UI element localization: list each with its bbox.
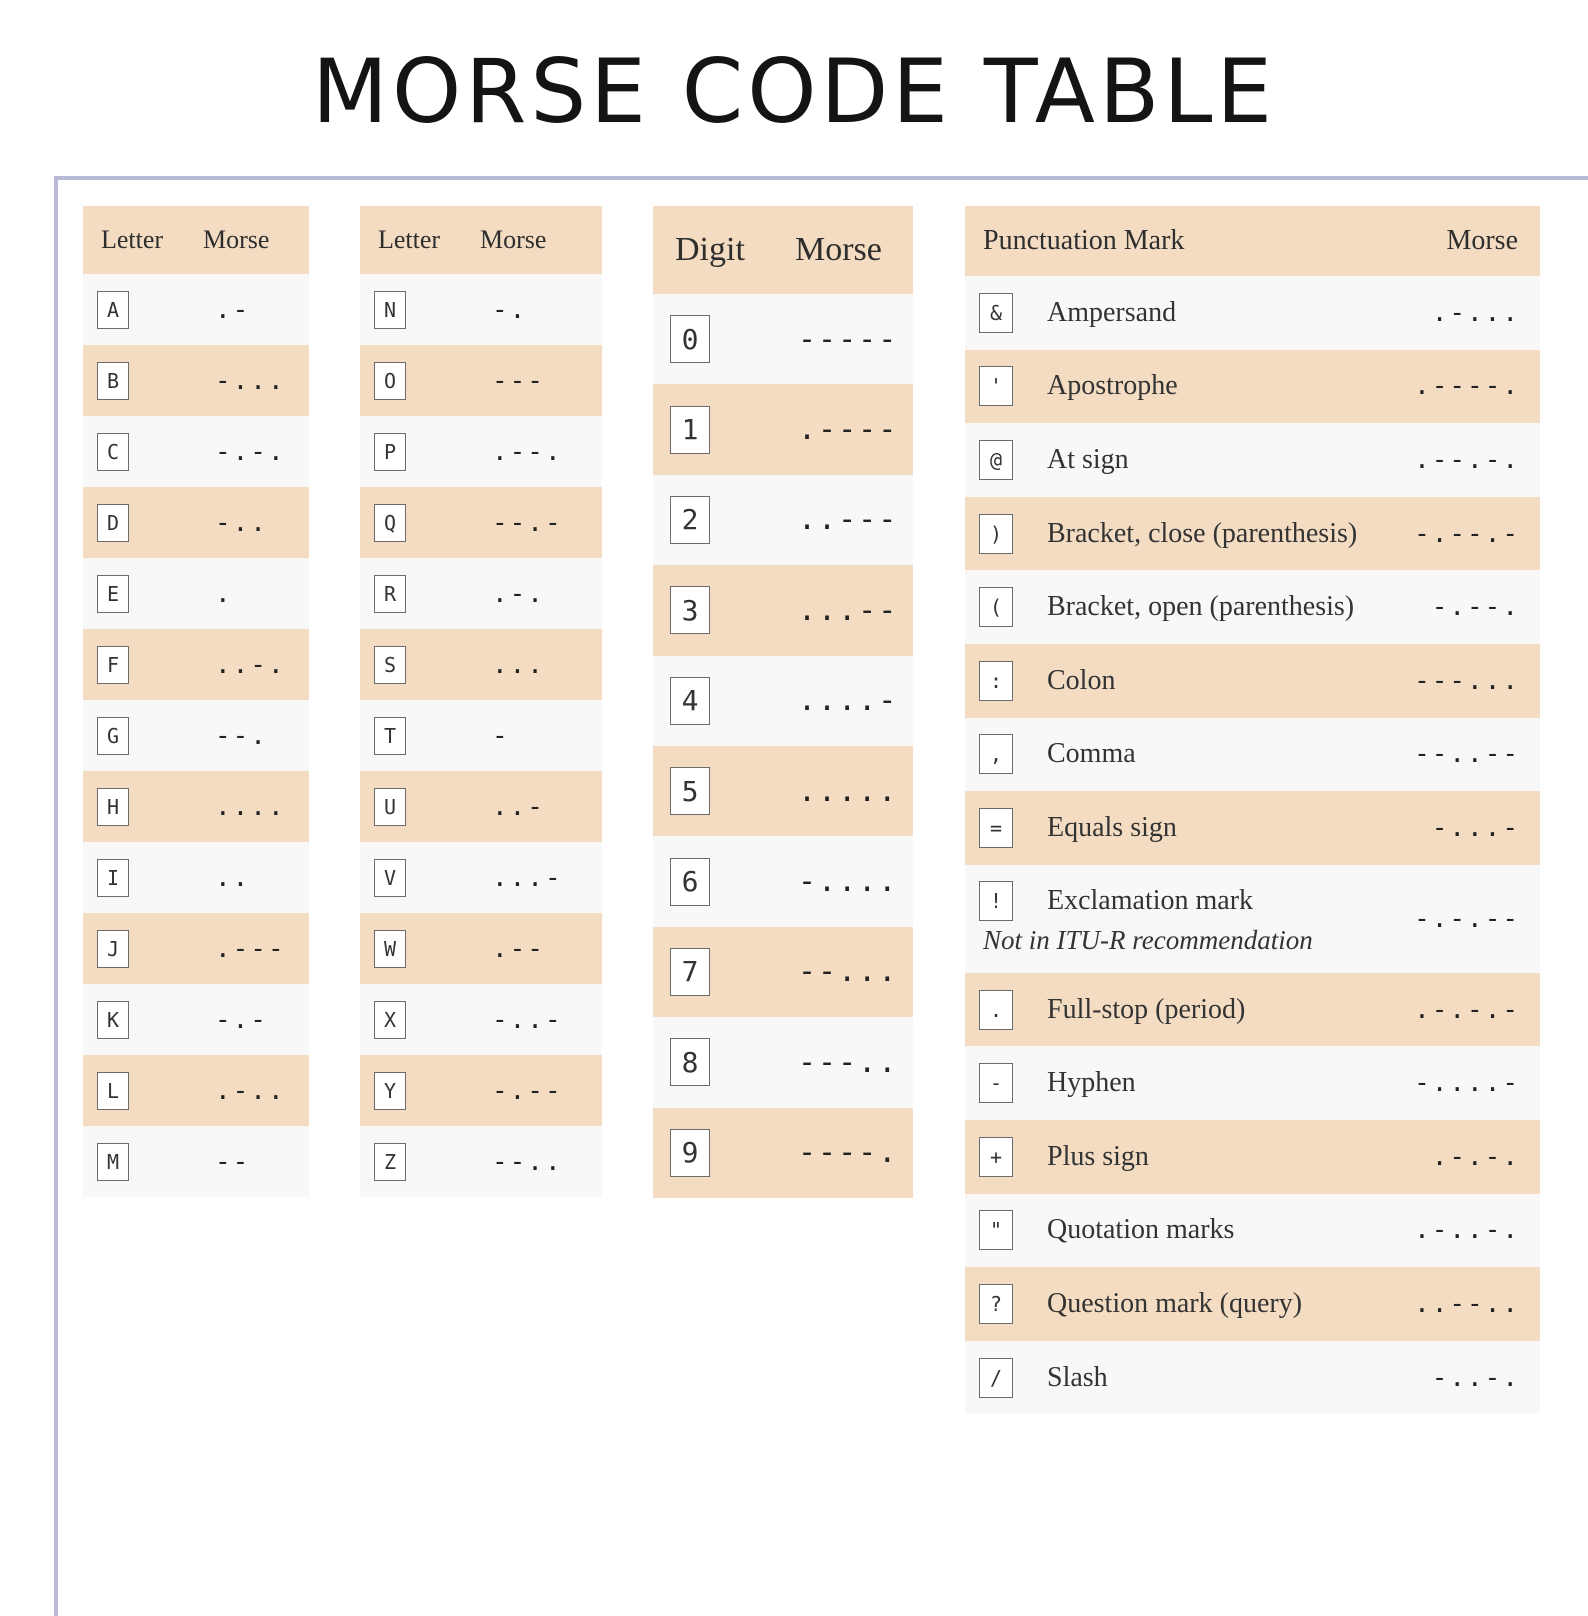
char-box: ( (979, 587, 1013, 627)
morse-code: ---.. (798, 1044, 899, 1080)
char-cell (653, 315, 798, 363)
morse-code: -.-. (215, 436, 286, 467)
page-title: MORSE CODE TABLE (312, 40, 1276, 143)
table-row (83, 416, 309, 487)
table-row (360, 345, 602, 416)
char-cell (360, 291, 492, 329)
table-header (965, 206, 1540, 276)
table-row (360, 1055, 602, 1126)
morse-code: ...-- (798, 592, 899, 628)
char-box: + (979, 1137, 1013, 1177)
morse-code: --.- (492, 507, 563, 538)
table-row (360, 1126, 602, 1197)
morse-code: -- (215, 1146, 251, 1177)
char-box: B (97, 362, 129, 400)
char-cell (653, 1129, 798, 1177)
morse-code: -... (215, 365, 286, 396)
table-row (83, 345, 309, 416)
char-box: " (979, 1210, 1013, 1250)
morse-code: ..... (798, 773, 899, 809)
morse-code: .-.-. (1431, 1141, 1520, 1172)
header-col1: Letter (101, 225, 164, 254)
char-box: 4 (670, 677, 710, 725)
char-box: G (97, 717, 129, 755)
morse-code: -...- (1431, 812, 1520, 843)
morse-code: -.-- (492, 1075, 563, 1106)
char-cell (360, 717, 492, 755)
letters-n-z-table (360, 206, 602, 1197)
mark-name: Apostrophe (1047, 370, 1178, 402)
char-box: I (97, 859, 129, 897)
table-row (653, 746, 913, 836)
morse-code: .----. (1414, 371, 1520, 402)
table-row (965, 791, 1540, 865)
table-row (360, 913, 602, 984)
char-cell (83, 362, 215, 400)
mark-name: Plus sign (1047, 1140, 1149, 1172)
char-box: F (97, 646, 129, 684)
char-box: T (374, 717, 406, 755)
morse-code: .. (215, 862, 251, 893)
digits-table (653, 206, 913, 1198)
table-row (965, 718, 1540, 792)
morse-code: .-.. (215, 1075, 286, 1106)
table-row (653, 1017, 913, 1107)
morse-code: .-..-. (1414, 1215, 1520, 1246)
table-row (360, 487, 602, 558)
char-box: Q (374, 504, 406, 542)
char-box: ' (979, 366, 1013, 406)
char-box: E (97, 575, 129, 613)
table-row (965, 1194, 1540, 1268)
char-cell (653, 767, 798, 815)
char-cell (83, 433, 215, 471)
char-cell (360, 646, 492, 684)
char-cell (360, 504, 492, 542)
table-row (965, 497, 1540, 571)
table-row (83, 771, 309, 842)
char-cell (653, 948, 798, 996)
char-cell (360, 1143, 492, 1181)
table-row (83, 558, 309, 629)
char-box: X (374, 1001, 406, 1039)
char-cell (83, 930, 215, 968)
table-row (965, 1267, 1540, 1341)
table-row (83, 1126, 309, 1197)
morse-code: -. (492, 294, 528, 325)
char-box: C (97, 433, 129, 471)
table-row (965, 1341, 1540, 1415)
table-row (83, 1055, 309, 1126)
char-cell (83, 575, 215, 613)
morse-code: -..-. (1431, 1362, 1520, 1393)
char-box: , (979, 734, 1013, 774)
table-row (965, 423, 1540, 497)
mark-name: Hyphen (1047, 1067, 1136, 1099)
table-row (653, 384, 913, 474)
table-row (653, 836, 913, 926)
char-box: 7 (670, 948, 710, 996)
mark-name: Full-stop (period) (1047, 993, 1246, 1025)
mark-name: Colon (1047, 664, 1116, 696)
header-col1: Letter (378, 225, 441, 254)
char-cell (83, 859, 215, 897)
morse-code: ....- (798, 683, 899, 719)
table-row (653, 565, 913, 655)
morse-code: . (215, 578, 233, 609)
table-row (360, 842, 602, 913)
mark-name: Bracket, open (parenthesis) (1047, 591, 1355, 623)
morse-code: ...- (492, 862, 563, 893)
morse-code: ..--- (798, 502, 899, 538)
table-row (965, 1120, 1540, 1194)
char-box: J (97, 930, 129, 968)
mark-name: Exclamation mark (1047, 885, 1254, 917)
char-box: P (374, 433, 406, 471)
table-row (83, 487, 309, 558)
mark-name: Equals sign (1047, 811, 1177, 843)
header-col2: Morse (480, 225, 547, 254)
morse-code: .--.-. (1414, 444, 1520, 475)
morse-code: -.- (215, 1004, 268, 1035)
mark-name: Ampersand (1047, 296, 1177, 328)
char-box: ) (979, 514, 1013, 554)
char-cell (653, 677, 798, 725)
morse-code: ..--.. (1414, 1288, 1520, 1319)
table-row (360, 700, 602, 771)
char-box: @ (979, 440, 1013, 480)
char-cell (83, 291, 215, 329)
morse-code: ..- (492, 791, 545, 822)
char-cell (83, 717, 215, 755)
morse-code: --. (215, 720, 268, 751)
char-box: Z (374, 1143, 406, 1181)
char-box: : (979, 661, 1013, 701)
char-box: 5 (670, 767, 710, 815)
table-row (83, 700, 309, 771)
table-row (360, 416, 602, 487)
morse-code: ... (492, 649, 545, 680)
morse-code: --... (798, 954, 899, 990)
char-box: ? (979, 1284, 1013, 1324)
header-col1: Digit (675, 231, 745, 268)
morse-code: .-- (492, 933, 545, 964)
table-header (83, 206, 309, 274)
char-box: / (979, 1358, 1013, 1398)
header-col2: Morse (203, 225, 270, 254)
mark-note: Not in ITU-R recommendation (983, 925, 1313, 956)
name-line (979, 881, 1414, 921)
char-box: 3 (670, 586, 710, 634)
table-row (965, 644, 1540, 718)
table-row (965, 350, 1540, 424)
morse-code: -....- (1414, 1068, 1520, 1099)
char-box: 8 (670, 1038, 710, 1086)
char-cell (360, 362, 492, 400)
morse-code: ..-. (215, 649, 286, 680)
char-box: M (97, 1143, 129, 1181)
char-box: . (979, 990, 1013, 1030)
char-box: S (374, 646, 406, 684)
char-cell (653, 858, 798, 906)
morse-code: -.--.- (1414, 518, 1520, 549)
char-box: H (97, 788, 129, 826)
char-cell (653, 496, 798, 544)
morse-code: .--- (215, 933, 286, 964)
table-row (653, 656, 913, 746)
table-row (83, 913, 309, 984)
morse-code: --..-- (1414, 739, 1520, 770)
char-cell (360, 930, 492, 968)
mark-name: Quotation marks (1047, 1214, 1235, 1246)
char-cell (653, 1038, 798, 1086)
char-box: 1 (670, 406, 710, 454)
char-cell (360, 859, 492, 897)
char-box: 2 (670, 496, 710, 544)
table-row (653, 1108, 913, 1198)
char-cell (83, 646, 215, 684)
header-col1: Punctuation Mark (983, 225, 1185, 256)
char-cell (83, 1072, 215, 1110)
char-cell (360, 575, 492, 613)
name-block (979, 881, 1414, 956)
char-cell (360, 1001, 492, 1039)
table-row (83, 842, 309, 913)
char-cell (83, 788, 215, 826)
char-cell (360, 788, 492, 826)
table-header (653, 206, 913, 294)
char-box: 6 (670, 858, 710, 906)
morse-code: -..- (492, 1004, 563, 1035)
char-box: U (374, 788, 406, 826)
morse-code: --.. (492, 1146, 563, 1177)
table-row (653, 475, 913, 565)
table-row (965, 973, 1540, 1047)
morse-code: .--. (492, 436, 563, 467)
char-box: = (979, 808, 1013, 848)
table-row (360, 771, 602, 842)
morse-code: -.--. (1431, 592, 1520, 623)
table-row (360, 984, 602, 1055)
char-cell (653, 406, 798, 454)
table-row (360, 558, 602, 629)
char-box: 9 (670, 1129, 710, 1177)
mark-name: Comma (1047, 738, 1136, 770)
morse-code: -.... (798, 864, 899, 900)
char-box: V (374, 859, 406, 897)
table-row (360, 274, 602, 345)
char-box: R (374, 575, 406, 613)
morse-code: -.-.-- (1414, 903, 1520, 934)
morse-code: .---- (798, 412, 899, 448)
char-box: Y (374, 1072, 406, 1110)
char-box: & (979, 293, 1013, 333)
morse-code: -.. (215, 507, 268, 538)
mark-name: Question mark (query) (1047, 1287, 1303, 1319)
char-box: 0 (670, 315, 710, 363)
punctuation-table (965, 206, 1540, 1414)
table-row (83, 984, 309, 1055)
table-row (83, 629, 309, 700)
table-row (360, 629, 602, 700)
char-cell (83, 1001, 215, 1039)
header-col2: Morse (1446, 225, 1518, 256)
morse-code: .-.-.- (1414, 994, 1520, 1025)
table-row (965, 276, 1540, 350)
char-cell (653, 586, 798, 634)
char-box: L (97, 1072, 129, 1110)
char-box: ! (979, 881, 1013, 921)
morse-code: ----- (798, 321, 899, 357)
mark-name: Bracket, close (parenthesis) (1047, 517, 1358, 549)
header-col2: Morse (795, 231, 882, 268)
char-box: O (374, 362, 406, 400)
char-cell (83, 504, 215, 542)
table-row (653, 294, 913, 384)
char-box: K (97, 1001, 129, 1039)
table-row (965, 570, 1540, 644)
table-header (360, 206, 602, 274)
letters-a-m-table (83, 206, 309, 1197)
char-box: D (97, 504, 129, 542)
morse-code: - (492, 720, 510, 751)
char-box: W (374, 930, 406, 968)
mark-name: At sign (1047, 443, 1129, 475)
morse-code: .-... (1431, 297, 1520, 328)
table-row (965, 865, 1540, 973)
char-cell (83, 1143, 215, 1181)
table-row (653, 927, 913, 1017)
char-box: - (979, 1063, 1013, 1103)
table-row (965, 1046, 1540, 1120)
char-cell (360, 433, 492, 471)
char-box: N (374, 291, 406, 329)
morse-code: .... (215, 791, 286, 822)
char-cell (360, 1072, 492, 1110)
morse-code: .- (215, 294, 251, 325)
mark-name: Slash (1047, 1361, 1108, 1393)
char-box: A (97, 291, 129, 329)
morse-code: ----. (798, 1135, 899, 1171)
morse-code: --- (492, 365, 545, 396)
table-row (83, 274, 309, 345)
morse-code: ---... (1414, 665, 1520, 696)
morse-code: .-. (492, 578, 545, 609)
